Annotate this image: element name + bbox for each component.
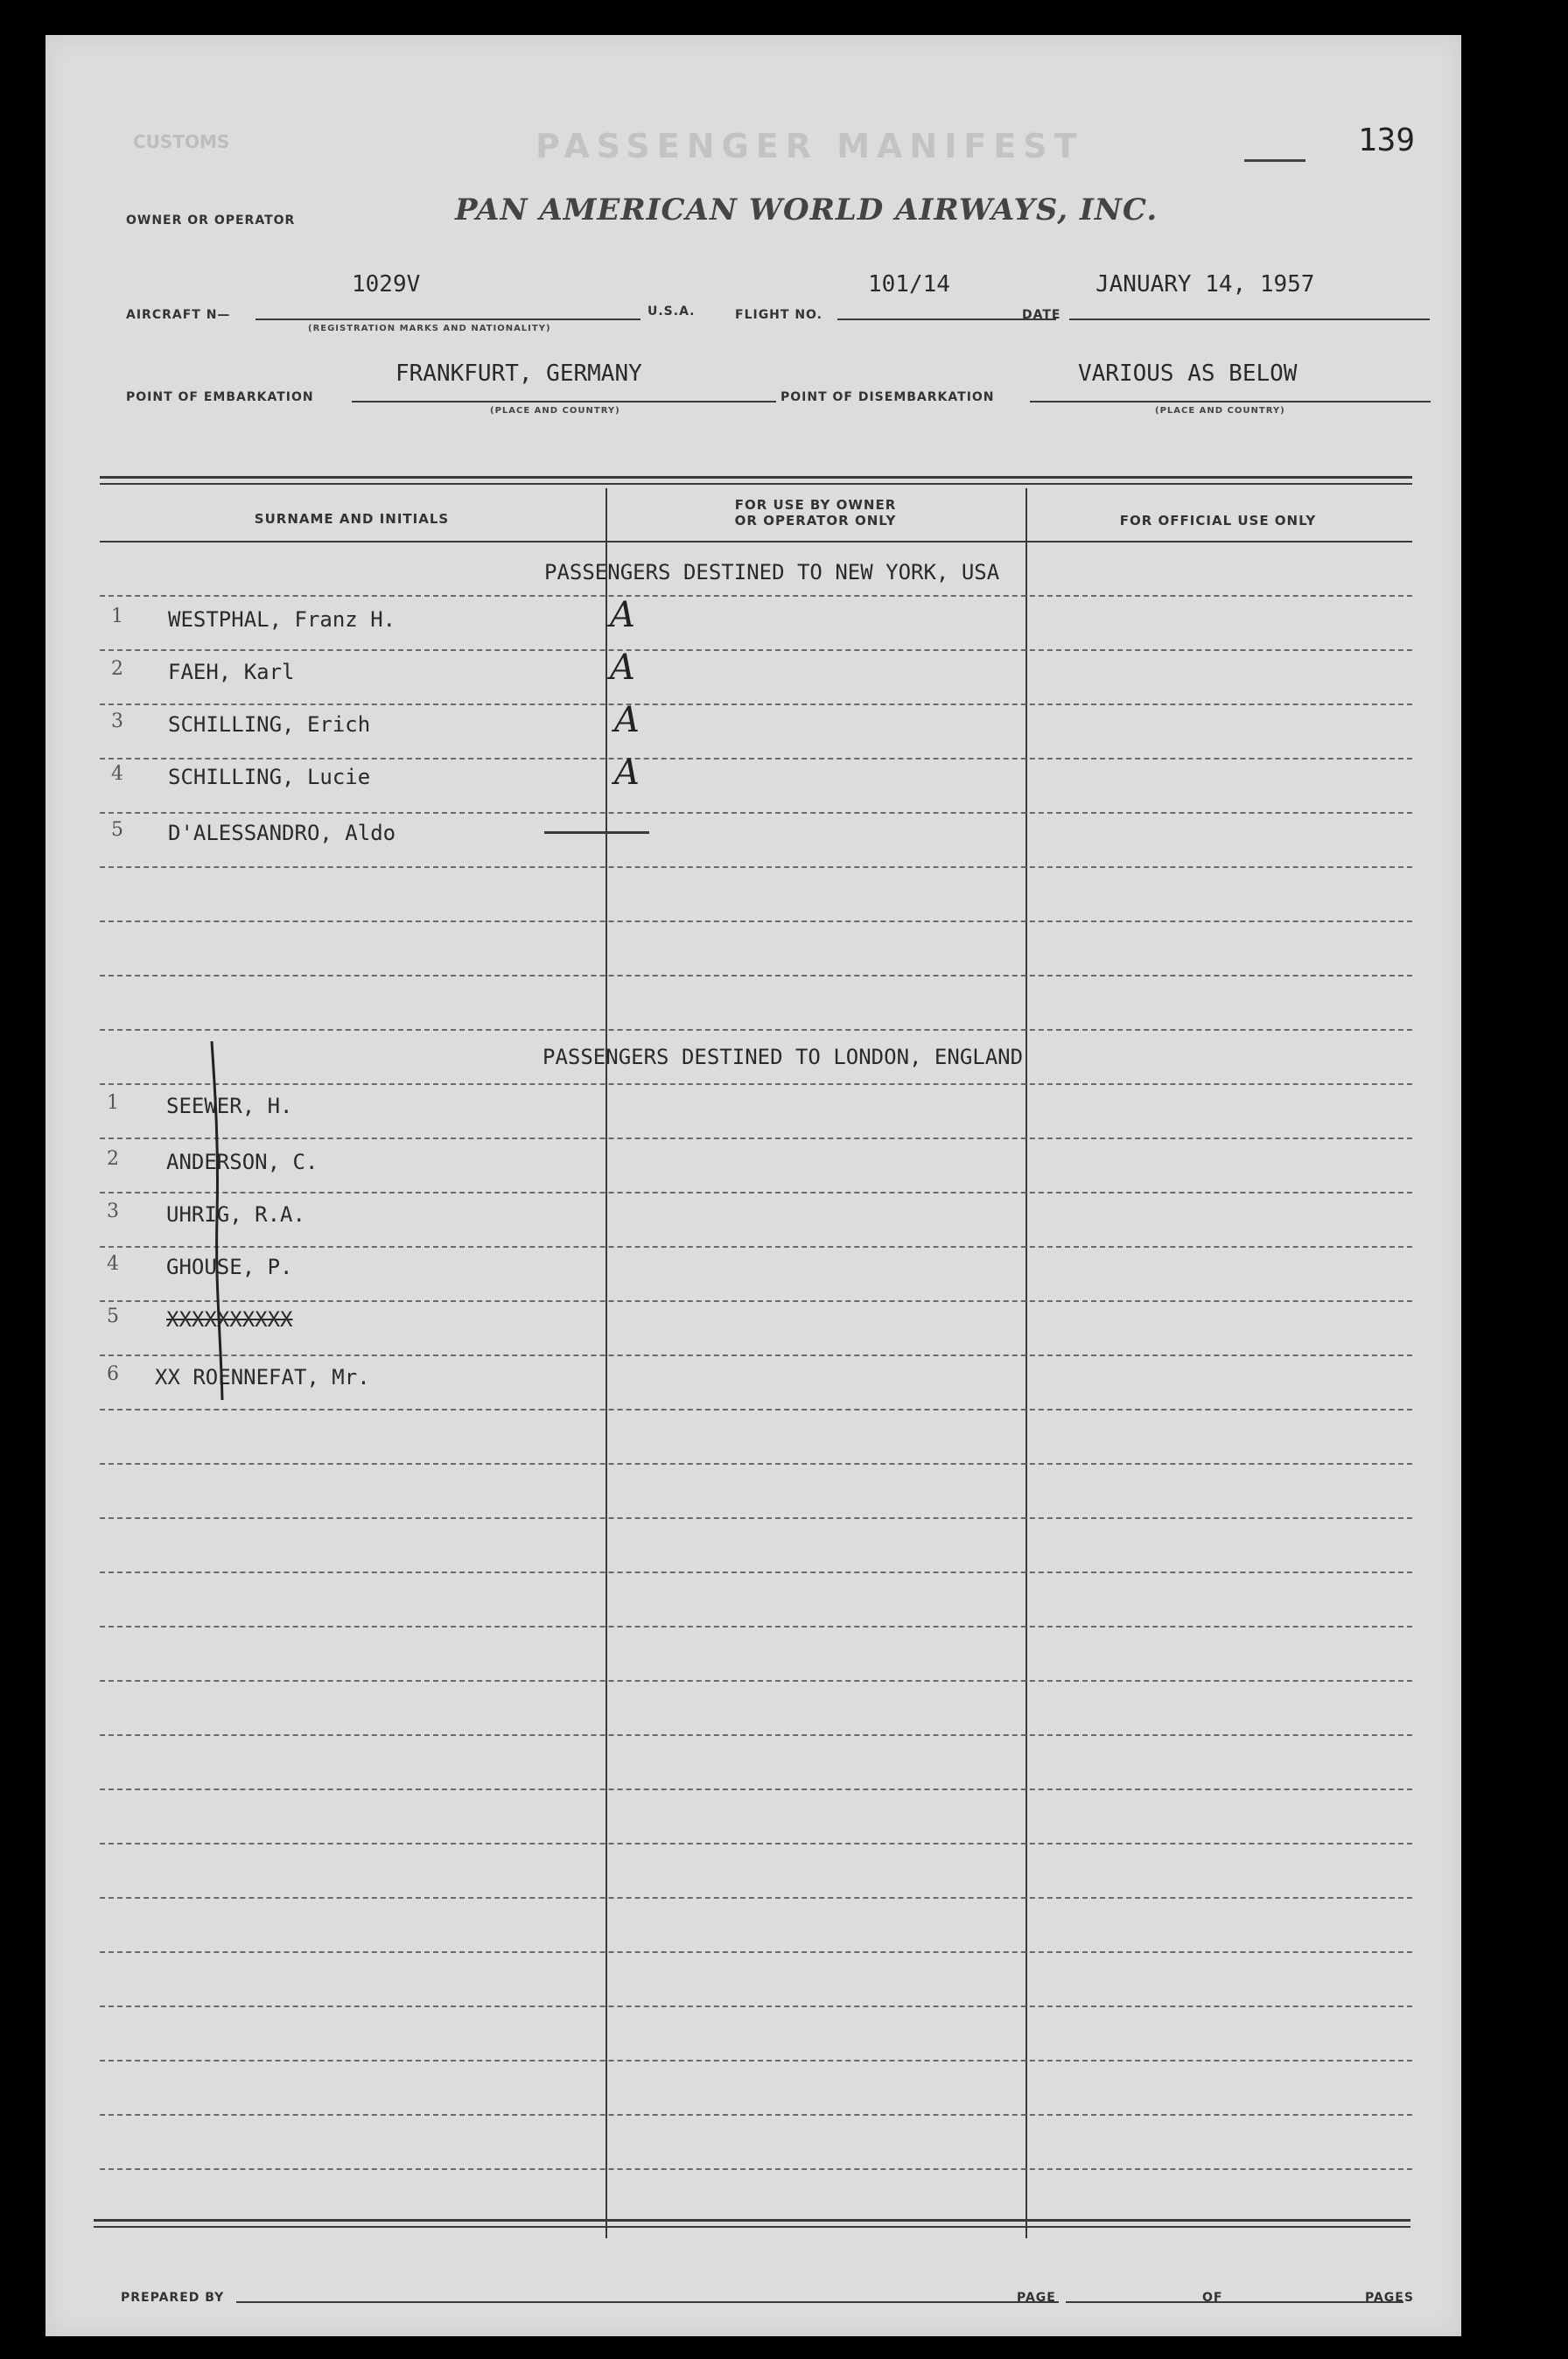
disembark-rule [1030,401,1431,402]
company-name: PAN AMERICAN WORLD AIRWAYS, INC. [455,192,1158,228]
passenger-name-struck: XXXXXXXXXX [166,1307,293,1332]
disembark-value: VARIOUS AS BELOW [1078,360,1298,387]
owner-label: OWNER OR OPERATOR [126,214,296,228]
row-rule [100,1300,1412,1302]
aircraft-value: 1029V [352,271,421,298]
table-top-rule [100,476,1412,479]
table-bottom-rule-2 [94,2226,1410,2228]
row-number: 6 [107,1363,119,1385]
col-header-owner-line2: OR OPERATOR ONLY [734,513,897,528]
registration-caption: (REGISTRATION MARKS AND NATIONALITY) [308,324,551,333]
row-number: 2 [111,658,123,680]
aircraft-label: AIRCRAFT N— [126,308,231,322]
passenger-name: WESTPHAL, Franz H. [168,607,396,632]
row-rule [100,649,1412,651]
row-rule [100,1463,1412,1465]
row-number: 5 [111,819,123,841]
embark-value: FRANKFURT, GERMANY [396,360,642,387]
embark-caption: (PLACE AND COUNTRY) [490,406,620,416]
table-top-rule-2 [100,483,1412,485]
row-number: 5 [107,1306,119,1327]
passenger-name: D'ALESSANDRO, Aldo [168,821,396,845]
row-rule [100,1572,1412,1573]
owner-check-mark: A [614,700,640,740]
passenger-name: GHOUSE, P. [166,1255,293,1279]
row-rule [100,2006,1412,2007]
passenger-name: SCHILLING, Lucie [168,765,371,789]
row-rule [100,758,1412,760]
row-rule [100,1626,1412,1628]
row-number: 4 [111,763,123,785]
row-rule [100,595,1412,597]
disembark-caption: (PLACE AND COUNTRY) [1155,406,1285,416]
row-rule [100,975,1412,976]
row-rule [100,812,1412,814]
group-heading-london: PASSENGERS DESTINED TO LONDON, ENGLAND [542,1045,1024,1069]
row-rule [100,704,1412,705]
flight-label: FLIGHT NO. [735,308,822,322]
owner-check-mark: A [610,648,635,688]
embark-rule [352,401,776,402]
row-rule [100,1734,1412,1736]
group-heading-new-york: PASSENGERS DESTINED TO NEW YORK, USA [544,560,1000,584]
flight-value: 101/14 [868,271,950,298]
pen-stroke-mark [203,1041,238,1409]
row-rule [100,1680,1412,1682]
owner-check-mark: A [614,752,640,793]
page-number: 139 [1358,122,1416,158]
row-rule [100,1083,1412,1085]
row-rule [100,2168,1412,2170]
form-title: PASSENGER MANIFEST [536,127,1084,165]
row-number: 3 [107,1200,119,1222]
of-label: OF [1202,2291,1223,2305]
owner-check-mark: A [610,595,635,635]
column-divider-2 [1026,488,1027,2238]
col-header-owner-line1: FOR USE BY OWNER [734,497,897,513]
passenger-name: ANDERSON, C. [166,1150,318,1174]
row-rule [100,866,1412,868]
row-rule [100,1192,1412,1194]
col-header-official: FOR OFFICIAL USE ONLY [1119,513,1317,528]
row-rule [100,920,1412,922]
row-rule [100,1788,1412,1790]
date-value: JANUARY 14, 1957 [1096,271,1315,298]
passenger-name: UHRIG, R.A. [166,1202,305,1227]
passenger-name: XX ROENNEFAT, Mr. [155,1365,370,1390]
row-number: 3 [111,710,123,732]
row-rule [100,1843,1412,1844]
table-bottom-rule [94,2219,1410,2222]
prepared-by-label: PREPARED BY [121,2291,225,2305]
page-number-dash [1244,159,1306,162]
row-rule [100,1409,1412,1410]
row-number: 2 [107,1148,119,1170]
date-label: DATE [1022,308,1061,322]
row-rule [100,1354,1412,1356]
passenger-name: SCHILLING, Erich [168,712,371,737]
row-rule [100,2060,1412,2062]
date-rule [1069,318,1430,320]
usa-label: U.S.A. [648,304,696,318]
row-rule [100,1897,1412,1899]
embark-label: POINT OF EMBARKATION [126,390,314,404]
row-rule [100,1138,1412,1139]
passenger-name: FAEH, Karl [168,660,295,684]
row-number: 4 [107,1253,119,1275]
header-bottom-rule [100,541,1412,542]
owner-dash-mark [544,831,649,834]
row-rule [100,2114,1412,2116]
row-rule [100,1517,1412,1519]
column-divider-1 [606,488,607,2238]
col-header-surname: SURNAME AND INITIALS [254,511,450,527]
prepared-by-rule [236,2301,1059,2303]
customs-stamp: CUSTOMS [133,131,230,152]
row-number: 1 [111,606,123,627]
aircraft-rule [256,318,640,320]
passenger-name: SEEWER, H. [166,1094,293,1118]
page-label: PAGE [1017,2291,1056,2305]
manifest-sheet [46,35,1461,2336]
disembark-label: POINT OF DISEMBARKATION [780,390,995,404]
row-number: 1 [107,1092,119,1114]
row-rule [100,1951,1412,1953]
pages-label: PAGES [1365,2291,1414,2305]
row-rule [100,1029,1412,1031]
row-rule [100,1246,1412,1248]
